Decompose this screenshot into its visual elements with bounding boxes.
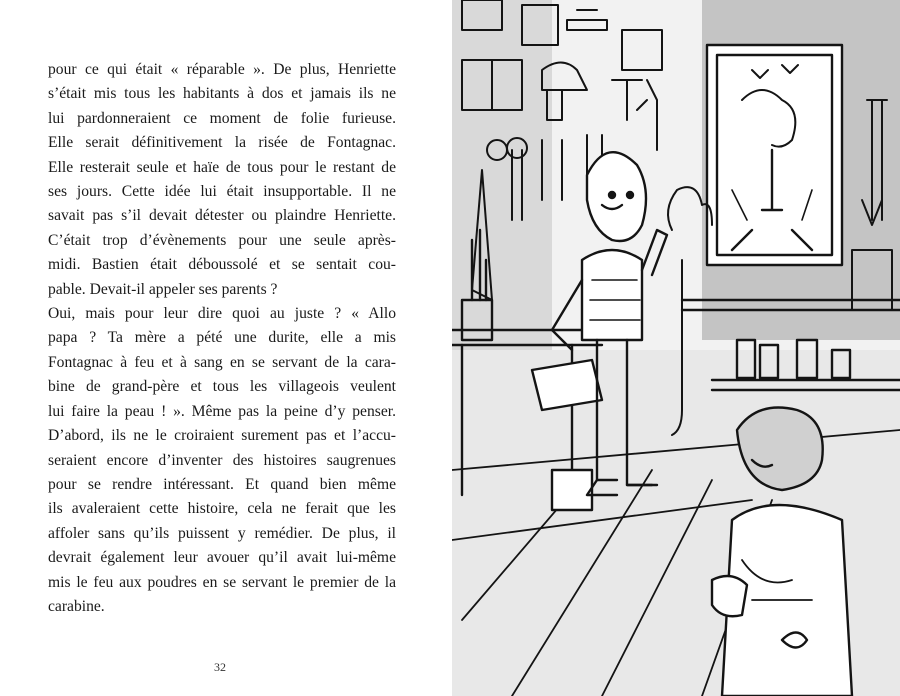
text-line: ses jours. Cette idée lui était insupportable. Il ne [48,183,396,201]
text-line: lui pardonneraient ce moment de folie furieuse. [48,109,396,127]
text-line: pour ce qui était « réparable ». De plus, Henriette [48,61,396,78]
text-line: Fontagnac à feu et à sang en se servant de la cara- [48,353,396,371]
illustration-page [452,0,900,696]
text-line: pour se rendre intéressant. Et quand bien même [48,475,396,493]
text-line: s’était mis tous les habitants à dos et jamais ils ne [48,85,396,103]
text-line: papa ? Ta mère a pété une durite, elle a mis [48,329,396,347]
text-line: seraient encore d’inventer des histoires saugrenues [48,451,396,469]
text-line: pable. Devait-il appeler ses parents ? [48,280,278,298]
text-line: carabine. [48,597,105,615]
page-number: 32 [214,660,226,674]
workshop-illustration [452,0,900,696]
text-line: midi. Bastien était déboussolé et se sentait cou- [48,256,396,274]
text-line: Elle resterait seule et haïe de tous pour le restant de [48,158,396,176]
text-line: savait pas s’il devait détester ou plaindre Henriette. [48,207,396,225]
text-line: Elle serait définitivement la risée de Fontagnac. [48,134,396,152]
text-line: devrait également leur avouer qu’il avait lui-même [48,549,396,567]
text-line: D’abord, ils ne le croiraient surement pas et l’accu- [48,427,396,445]
text-line: affoler sans qu’ils puissent y remédier. De plus, il [48,524,396,542]
text-line: mis le feu aux poudres en se servant le premier de la [48,573,396,591]
left-page [0,0,440,696]
text-line: lui faire la peau ! ». Même pas la peine d’y penser. [48,402,396,420]
text-line: Oui, mais pour leur dire quoi au juste ? « Allo [48,305,396,323]
text-line: ils avaleraient cette histoire, cela ne ferait que les [48,500,396,518]
text-line: bine de grand-père et tous les villageois veulent [48,378,396,396]
text-line: C’était trop d’évènements pour une seule après- [48,231,396,249]
picture-frame [707,45,842,265]
body-text [48,58,396,619]
